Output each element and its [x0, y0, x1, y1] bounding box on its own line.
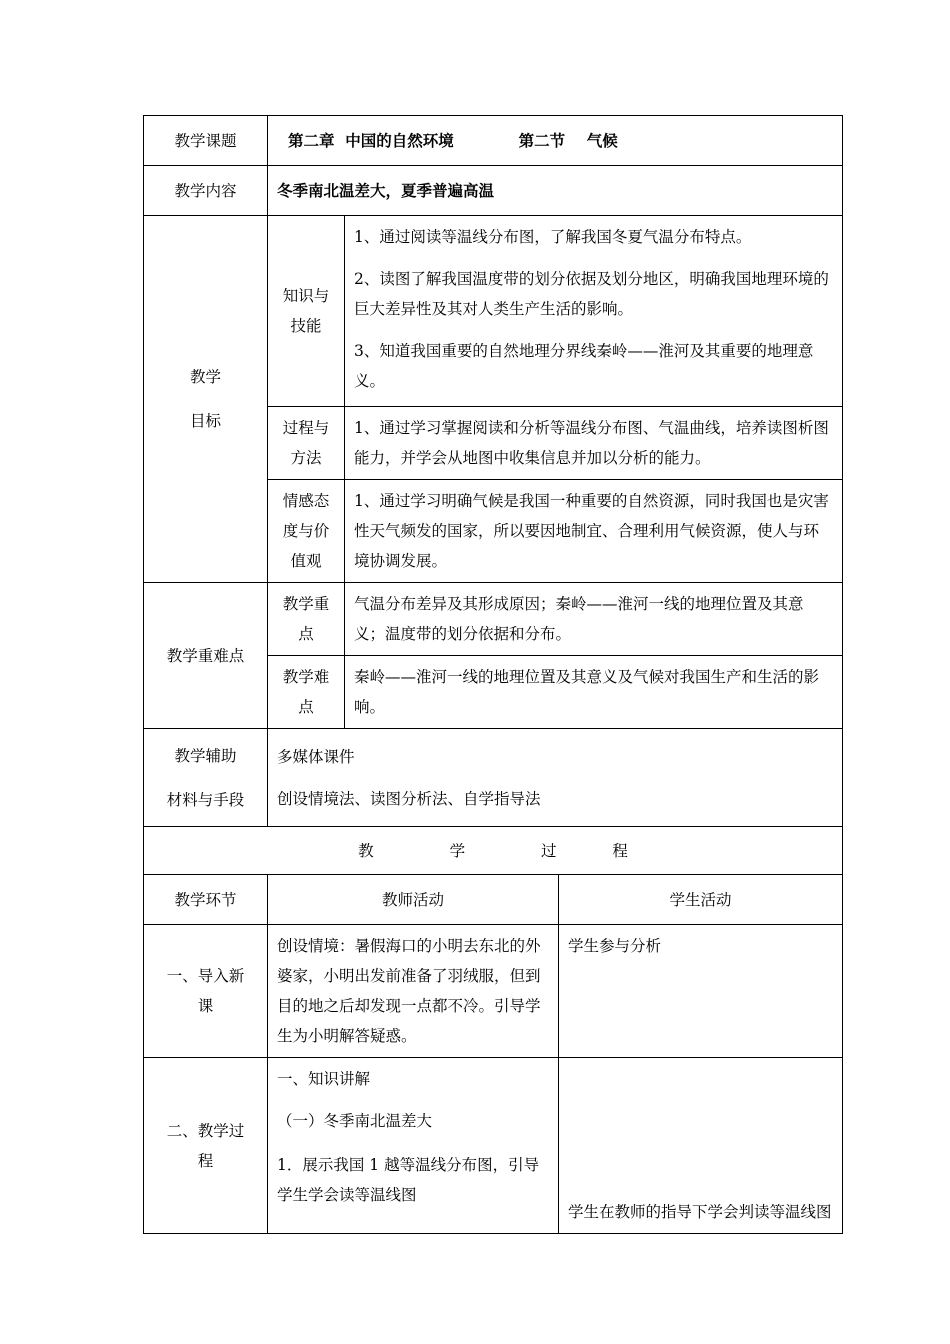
- stage-label: 二、教学过 程: [144, 1058, 268, 1234]
- key-points-label: 教学重难点: [144, 583, 268, 729]
- focus-text: 气温分布差异及其形成原因；秦岭——淮河一线的地理位置及其意义；温度带的划分依据和分布。: [345, 583, 843, 656]
- content-label: 教学内容: [144, 166, 268, 216]
- difficulty-label: 教学难 点: [268, 656, 345, 729]
- topic-row: [144, 116, 843, 166]
- process-title-char: 程: [612, 841, 628, 860]
- process-title-row: [144, 827, 843, 875]
- stage-row: [144, 1058, 843, 1234]
- aids-label: 教学辅助 材料与手段: [144, 729, 268, 827]
- stage-teacher-activity: 一、知识讲解 （一）冬季南北温差大 1．展示我国 1 越等温线分布图，引导学生学会读等温线图: [268, 1058, 559, 1234]
- emotion-text: 1、通过学习明确气候是我国一种重要的自然资源，同时我国也是灾害性天气频发的国家，所以要因地制宜、合理利用气候资源，使人与环境协调发展。: [345, 480, 843, 583]
- stage-student-activity: 学生在教师的指导下学会判读等温线图: [559, 1058, 843, 1234]
- stage-label: 一、导入新 课: [144, 925, 268, 1058]
- aids-line: 多媒体课件: [277, 747, 355, 766]
- objective-knowledge-row: [144, 216, 843, 407]
- topic-label: 教学课题: [144, 116, 268, 166]
- process-title-char: 教: [358, 841, 374, 860]
- section-title: 第二节 气候: [518, 131, 618, 150]
- knowledge-items: [345, 216, 843, 407]
- process-label: 过程与 方法: [268, 407, 345, 480]
- process-title: [144, 827, 843, 875]
- column-header-teacher: 教师活动: [268, 875, 559, 925]
- aids-row: [144, 729, 843, 827]
- knowledge-item: 2、读图了解我国温度带的划分依据及划分地区，明确我国地理环境的巨大差异性及其对人类生产生活的影响。: [354, 270, 829, 318]
- process-title-char: 过: [540, 841, 557, 860]
- knowledge-item: 1、通过阅读等温线分布图，了解我国冬夏气温分布特点。: [354, 228, 752, 246]
- aids-line: 创设情境法、读图分析法、自学指导法: [277, 789, 541, 808]
- knowledge-item: 3、知道我国重要的自然地理分界线秦岭——淮河及其重要的地理意义。: [354, 342, 814, 390]
- difficulty-text: 秦岭——淮河一线的地理位置及其意义及气候对我国生产和生活的影响。: [345, 656, 843, 729]
- column-header-row: [144, 875, 843, 925]
- process-title-char: 学: [449, 841, 466, 860]
- column-header-stage: 教学环节: [144, 875, 268, 925]
- knowledge-label: 知识与 技能: [268, 216, 345, 407]
- process-text: 1、通过学习掌握阅读和分析等温线分布图、气温曲线，培养读图析图能力，并学会从地图中收集信息并加以分析的能力。: [345, 407, 843, 480]
- column-header-student: 学生活动: [559, 875, 843, 925]
- chapter-title: 第二章 中国的自然环境: [288, 131, 454, 150]
- objectives-label: 教学 目标: [144, 216, 268, 583]
- content-row: [144, 166, 843, 216]
- stage-student-activity: 学生参与分析: [559, 925, 843, 1058]
- focus-row: [144, 583, 843, 656]
- content-value: 冬季南北温差大，夏季普遍高温: [268, 166, 843, 216]
- stage-teacher-activity: 创设情境：暑假海口的小明去东北的外婆家，小明出发前准备了羽绒服，但到目的地之后却发现一点都不冷。引导学生为小明解答疑惑。: [268, 925, 559, 1058]
- stage-row: [144, 925, 843, 1058]
- aids-content: [268, 729, 843, 827]
- emotion-label: 情感态 度与价 值观: [268, 480, 345, 583]
- lesson-plan-table: [143, 115, 843, 1234]
- focus-label: 教学重 点: [268, 583, 345, 656]
